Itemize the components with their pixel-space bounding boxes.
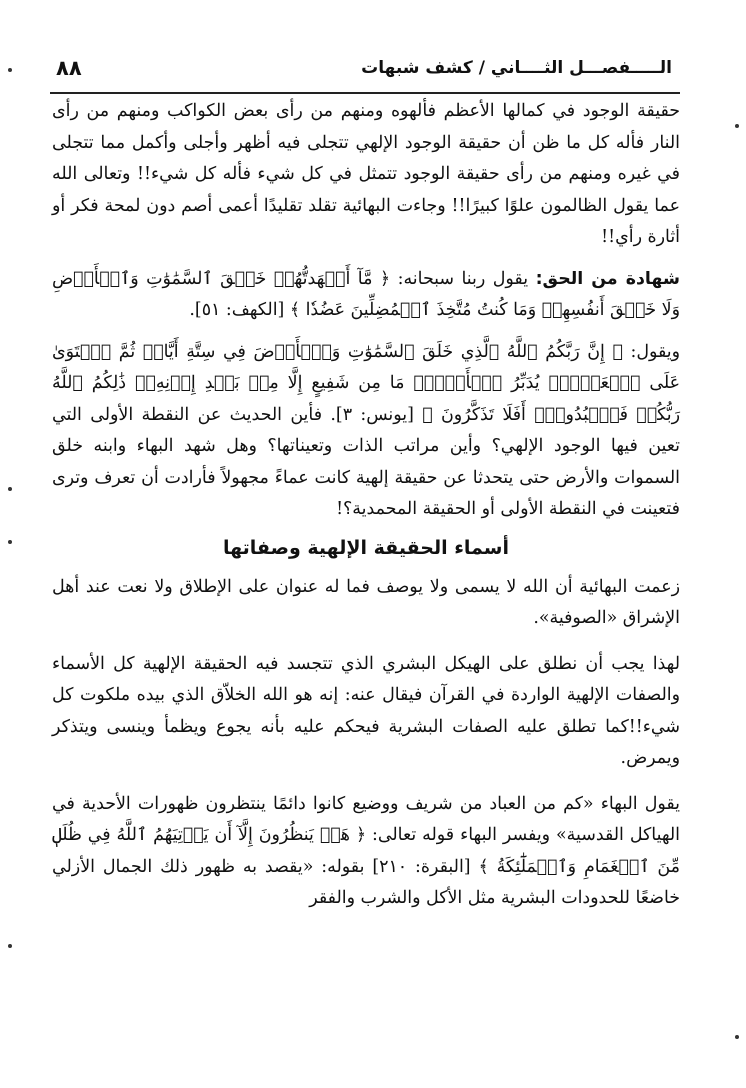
page-header bbox=[50, 52, 680, 94]
paragraph-1: حقيقة الوجود في كمالها الأعظم فألهوه ومنهم من رأى بعض الكواكب ومنهم من رأى النار فأله كل ما ظن أن حقيقة الوجود الإلهي تتجلى فيه أظهر وأجلى وأكمل مما تتجلى في غيره ومنهم من رأى حقيقة الوجود تتمثل في كل شيء فأله كل شيء!! وتعالى الله عما يقول الظالمون علوًا كبيرًا!! وجاءت البهائية تقلد تقليدًا أعمى أصم دون لمحة فكر أو أثارة رأي!! bbox=[52, 101, 680, 247]
verse-reference-baqarah: [البقرة: ٢١٠] bbox=[372, 856, 471, 877]
scan-dot bbox=[8, 487, 12, 491]
verse-reference-kahf: [الكهف: ٥١]. bbox=[189, 300, 285, 320]
scan-dot bbox=[735, 124, 739, 128]
quran-verse-kahf: ﴿ مَّآ أَشۡهَدتُّهُمۡ خَلۡقَ ٱلسَّمَٰوَٰتِ وَٱلۡأَرۡضِ وَلَا خَلۡقَ أَنفُسِهِمۡ وَمَا كُنتُ مُتَّخِذَ ٱلۡمُضِلِّينَ عَضُدٗا ﴾ bbox=[52, 268, 680, 320]
paragraph-3-intro: ويقول: bbox=[630, 341, 681, 362]
body-text bbox=[52, 96, 680, 915]
paragraph-5: لهذا يجب أن نطلق على الهيكل البشري الذي تتجسد فيه الحقيقة الإلهية كل الأسماء والصفات الإلهية الواردة في القرآن فيقال عنه: إنه هو الله الخلاّق الذي بيده ملكوت كل شيء!!كما تطلق عليه الصفات البشرية فيحكم عليه بأنه يجوع ويظمأ وينسى ويتذكر ويمرض. bbox=[52, 653, 680, 768]
verse-reference-yunus: [يونس: ٣]. bbox=[330, 404, 414, 425]
scan-dot bbox=[735, 1035, 739, 1039]
scan-dot bbox=[8, 68, 12, 72]
section-heading: أسماء الحقيقة الإلهية وصفاتها bbox=[222, 536, 509, 559]
paragraph-6-part-a: يقول البهاء «كم من العباد من شريف ووضيع كانوا دائمًا ينتظرون ظهورات الأحدية في الهياكل القدسية» ويفسر البهاء قوله تعالى: bbox=[52, 793, 680, 845]
scan-dot bbox=[8, 540, 12, 544]
paragraph-2-lead: شهادة من الحق: bbox=[535, 268, 681, 289]
paragraph-3-rest: فأين الحديث عن النقطة الأولى التي تعين فيها الوجود الإلهي؟ وأين مراتب الذات وتعيناتها؟ وهل شهد البهاء وابنه خلق السموات والأرض حتى يتحدثا عن حقيقة إلهية كانت عماءً مجهولاً فأرادت أن تعرف وترى فتعينت في النقطة الأولى أو الحقيقة المحمدية؟! bbox=[52, 404, 680, 519]
paragraph-6 bbox=[52, 789, 680, 915]
page-number: ٨٨ bbox=[56, 56, 82, 80]
paragraph-6-part-b: بقوله: «يقصد به ظهور ذلك الجمال الأزلي خاضعًا للحدودات البشرية مثل الأكل والشرب والفقر bbox=[52, 856, 680, 908]
scan-dot bbox=[8, 944, 12, 948]
paragraph-2-intro: يقول ربنا سبحانه: bbox=[397, 268, 529, 289]
paragraph-2 bbox=[52, 264, 680, 327]
paragraph-4: زعمت البهائية أن الله لا يسمى ولا يوصف فما له عنوان على الإطلاق ولا نعت عند أهل الإشراق «الصوفية». bbox=[52, 576, 680, 628]
quran-verse-yunus: ﴿ إِنَّ رَبَّكُمُ ٱللَّهُ ٱلَّذِي خَلَقَ ٱلسَّمَٰوَٰتِ وَٱلۡأَرۡضَ فِي سِتَّةِ أَيَّامٖ ثُمَّ ٱسۡتَوَىٰ عَلَى ٱلۡعَرۡشِۖ يُدَبِّرُ ٱلۡأَمۡرَۖ مَا مِن شَفِيعٍ إِلَّا مِنۢ بَعۡدِ إِذۡنِهِۦۚ ذَٰلِكُمُ ٱللَّهُ رَبُّكُمۡ فَٱعۡبُدُوهُۚ أَفَلَا تَذَكَّرُونَ ﴾ bbox=[52, 341, 681, 425]
quran-verse-baqarah: ﴿ هَلۡ يَنظُرُونَ إِلَّآ أَن يَأۡتِيَهُمُ ٱللَّهُ فِي ظُلَلٖ مِّنَ ٱلۡغَمَامِ وَٱلۡمَلَٰٓئِكَةُ ﴾ bbox=[52, 825, 680, 877]
chapter-title: الـــــفصـــل الثــــاني / كشف شبهات bbox=[361, 58, 672, 78]
paragraph-3 bbox=[52, 337, 680, 526]
